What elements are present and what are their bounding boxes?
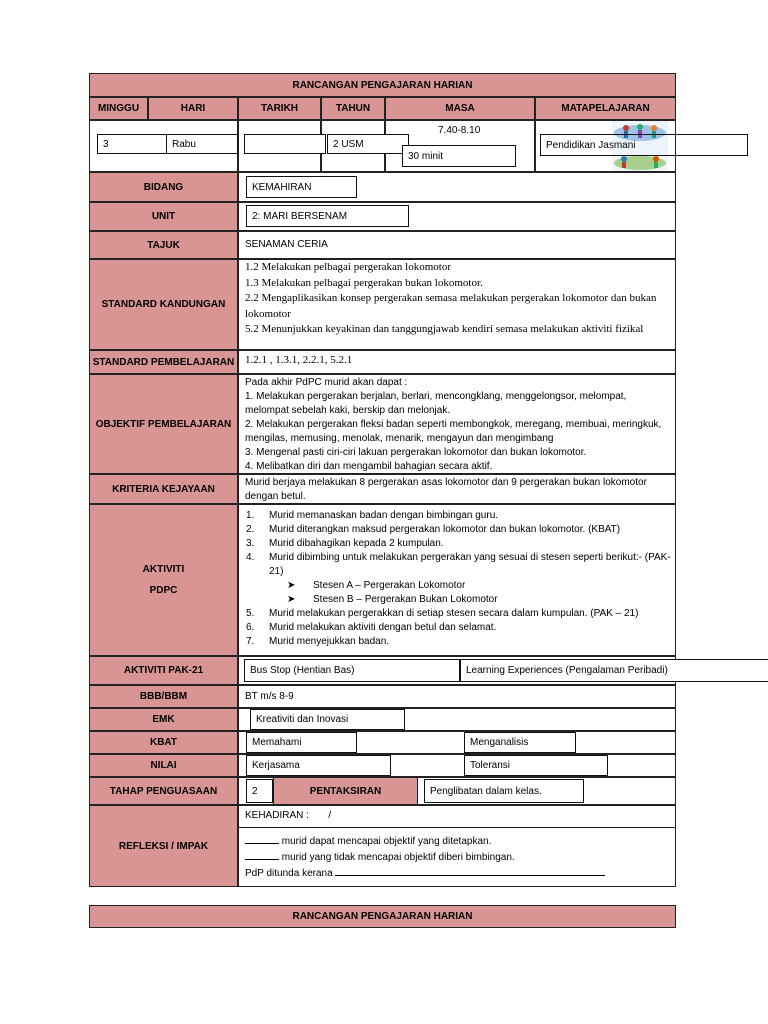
aktiviti-item: 6. Murid melakukan aktiviti dengan betul dan selamat. bbox=[246, 622, 497, 633]
tahun-field[interactable]: 2 USM bbox=[327, 134, 409, 154]
stesen-item: ➤ Stesen B – Pergerakan Bukan Lokomotor bbox=[287, 594, 498, 605]
refleksi-line-2: murid yang tidak mencapai objektif diberi bimbingan. bbox=[245, 851, 515, 865]
plan-title-next: RANCANGAN PENGAJARAN HARIAN bbox=[89, 905, 676, 928]
label-emk: EMK bbox=[89, 708, 238, 731]
masa-time: 7.40-8.10 bbox=[438, 125, 481, 136]
pak21-field-a[interactable]: Bus Stop (Hentian Bas) bbox=[244, 659, 460, 682]
header-tahun: TAHUN bbox=[321, 97, 385, 120]
emk-field[interactable]: Kreativiti dan Inovasi bbox=[250, 709, 405, 730]
label-bbb: BBB/BBM bbox=[89, 685, 238, 708]
aktiviti-item: 5. Murid melakukan pergerakkan di setiap stesen secara dalam kumpulan. (PAK – 21) bbox=[246, 608, 639, 619]
nilai-field-b[interactable]: Toleransi bbox=[464, 755, 608, 776]
aktiviti-item: 4. Murid dibimbing untuk melakukan pergerakan yang sesuai di stesen seperti berikut:- (PAK- 21) bbox=[246, 552, 671, 577]
sk-item: 5.2 Menunjukkan keyakinan dan tanggungjawab kendiri semasa melakukan aktiviti fizikal bbox=[245, 323, 644, 335]
kriteria-value: Murid berjaya melakukan 8 pergerakan asas lokomotor dan 9 pergerakan bukan lokomotor dengan betul. bbox=[238, 474, 676, 504]
label-standard-pembelajaran: STANDARD PEMBELAJARAN bbox=[89, 350, 238, 374]
objektif-intro: Pada akhir PdPC murid akan dapat : bbox=[245, 377, 408, 388]
objektif-item: 2. Melakukan pergerakan fleksi badan seperti membongkok, meregang, membuai, meringkuk, mengilas, memusing, menolak, menarik, mengayun dan mengimbang bbox=[245, 419, 662, 444]
pentaksiran-field[interactable]: Penglibatan dalam kelas. bbox=[424, 779, 584, 803]
label-tahap: TAHAP PENGUASAAN bbox=[89, 777, 238, 805]
standard-kandungan-list bbox=[238, 259, 676, 350]
kbat-field-b[interactable]: Menganalisis bbox=[464, 732, 576, 753]
tajuk-value: SENAMAN CERIA bbox=[238, 231, 676, 259]
label-unit: UNIT bbox=[89, 202, 238, 231]
header-masa: MASA bbox=[385, 97, 535, 120]
objektif-item: 1. Melakukan pergerakan berjalan, berlari, mencongklang, menggelongsor, melompat, melompat sebelah kaki, berskip dan melonjak. bbox=[245, 391, 627, 416]
minggu-field[interactable]: 3 bbox=[97, 134, 167, 154]
label-pentaksiran: PENTAKSIRAN bbox=[273, 777, 418, 805]
bbb-value: BT m/s 8-9 bbox=[238, 685, 676, 708]
bidang-field[interactable]: KEMAHIRAN bbox=[246, 176, 357, 198]
refleksi-divider bbox=[238, 827, 676, 828]
blank-line[interactable] bbox=[245, 843, 279, 844]
label-nilai: NILAI bbox=[89, 754, 238, 777]
aktiviti-item: 1. Murid memanaskan badan dengan bimbingan guru. bbox=[246, 510, 499, 521]
sk-item: 1.2 Melakukan pelbagai pergerakan lokomotor bbox=[245, 261, 451, 273]
sk-item: 2.2 Mengaplikasikan konsep pergerakan semasa melakukan pergerakan lokomotor dan bukan lokomotor bbox=[245, 292, 657, 320]
blank-line[interactable] bbox=[335, 875, 605, 876]
pak21-field-b[interactable]: Learning Experiences (Pengalaman Peribadi) bbox=[460, 659, 768, 682]
masa-duration-field[interactable]: 30 minit bbox=[402, 145, 516, 167]
unit-field[interactable]: 2: MARI BERSENAM bbox=[246, 205, 409, 227]
objektif-item: 4. Melibatkan diri dan mengambil bahagian secara aktif. bbox=[245, 461, 493, 472]
plan-title: RANCANGAN PENGAJARAN HARIAN bbox=[89, 73, 676, 97]
refleksi-line-3: PdP ditunda kerana bbox=[245, 867, 605, 881]
hari-field[interactable]: Rabu bbox=[166, 134, 238, 154]
header-tarikh: TARIKH bbox=[238, 97, 321, 120]
label-refleksi: REFLEKSI / IMPAK bbox=[89, 805, 238, 887]
arrow-bullet-icon: ➤ bbox=[287, 594, 296, 605]
sk-item: 1.3 Melakukan pelbagai pergerakan bukan lokomotor. bbox=[245, 276, 483, 289]
label-pak21: AKTIVITI PAK-21 bbox=[89, 656, 238, 685]
objektif-list bbox=[238, 374, 676, 474]
aktiviti-item: 3. Murid dibahagikan kepada 2 kumpulan. bbox=[246, 538, 444, 549]
aktiviti-item: 7. Murid menyejukkan badan. bbox=[246, 636, 390, 647]
label-aktiviti-pdpc bbox=[89, 504, 238, 656]
label-kriteria: KRITERIA KEJAYAAN bbox=[89, 474, 238, 504]
tarikh-field[interactable] bbox=[244, 134, 326, 154]
label-objektif: OBJEKTIF PEMBELAJARAN bbox=[89, 374, 238, 474]
label-bidang: BIDANG bbox=[89, 172, 238, 202]
label-kbat: KBAT bbox=[89, 731, 238, 754]
tahap-field[interactable]: 2 bbox=[246, 779, 273, 803]
aktiviti-item: 2. Murid diterangkan maksud pergerakan lokomotor dan bukan lokomotor. (KBAT) bbox=[246, 524, 621, 535]
kehadiran-text: KEHADIRAN : / bbox=[245, 810, 332, 821]
header-minggu: MINGGU bbox=[89, 97, 148, 120]
refleksi-line-1: murid dapat mencapai objektif yang ditetapkan. bbox=[245, 835, 491, 849]
aktiviti-list bbox=[238, 504, 676, 656]
header-hari: HARI bbox=[148, 97, 238, 120]
label-aktiviti: AKTIVITI bbox=[142, 564, 185, 575]
blank-line[interactable] bbox=[245, 859, 279, 860]
matapelajaran-field[interactable]: Pendidikan Jasmani bbox=[540, 134, 748, 156]
arrow-bullet-icon: ➤ bbox=[287, 580, 296, 591]
label-tajuk: TAJUK bbox=[89, 231, 238, 259]
kbat-field-a[interactable]: Memahami bbox=[246, 732, 357, 753]
stesen-item: ➤ Stesen A – Pergerakan Lokomotor bbox=[287, 580, 466, 591]
header-matapelajaran: MATAPELAJARAN bbox=[535, 97, 676, 120]
standard-pembelajaran-value: 1.2.1 , 1.3.1, 2.2.1, 5.2.1 bbox=[238, 350, 676, 374]
label-pdpc: PDPC bbox=[149, 585, 178, 596]
nilai-field-a[interactable]: Kerjasama bbox=[246, 755, 391, 776]
objektif-item: 3. Mengenal pasti ciri-ciri lakuan pergerakan lokomotor dan bukan lokomotor. bbox=[245, 447, 587, 458]
label-standard-kandungan: STANDARD KANDUNGAN bbox=[89, 259, 238, 350]
